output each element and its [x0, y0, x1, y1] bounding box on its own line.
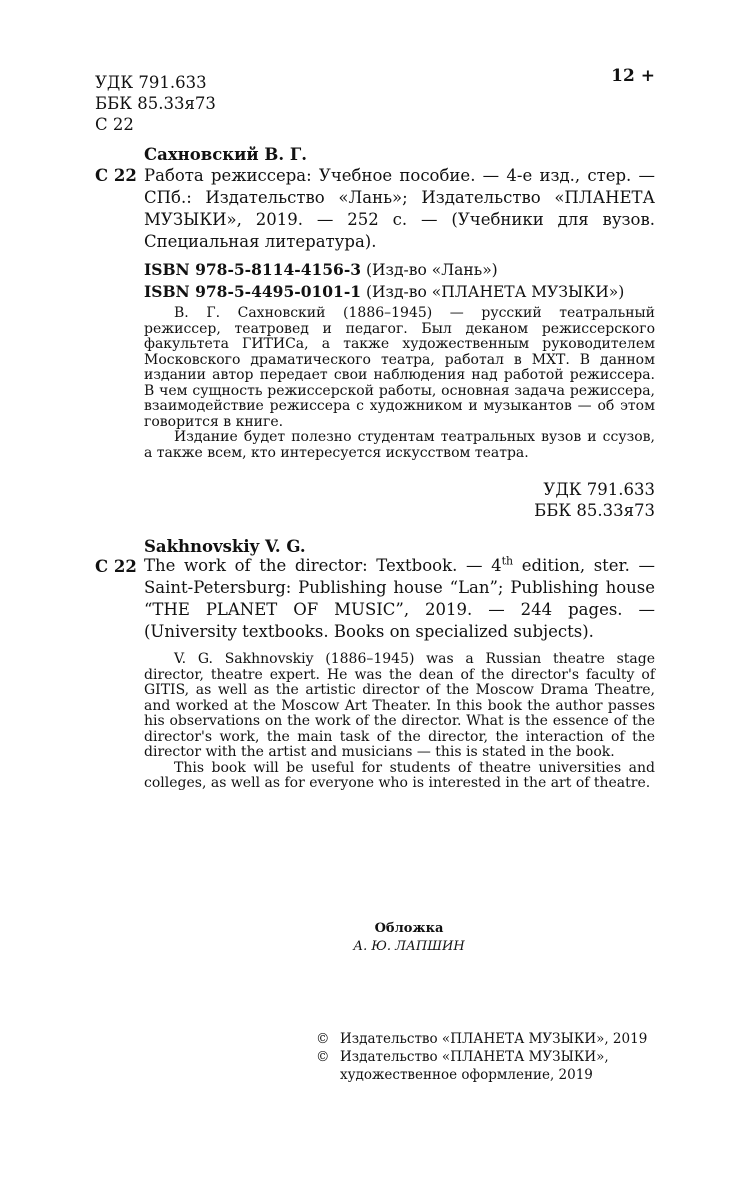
copyright-text-continued: художественное оформление, 2019: [340, 1067, 593, 1083]
abstract-paragraph: V. G. Sakhnovskiy (1886–1945) was a Russian theatre stage director, theatre expert. He was the dean of the director's faculty of GITIS, as well as the artistic director of the Moscow Drama Theatre, and worked at the Moscow Art Theater. In this book the author passes his observations on the work of the director. What is the essence of the director's work, the main task of the director, the interaction of the director with the artist and musicians — this is stated in the book.: [144, 651, 655, 760]
copyright-line: [316, 1048, 647, 1066]
bibliographic-entry-en: [144, 555, 655, 643]
entry-text: The work of the director: Textbook. — 4: [144, 556, 502, 575]
copyright-text: Издательство «ПЛАНЕТА МУЗЫКИ», 2019: [340, 1031, 648, 1047]
edition-superscript: th: [501, 554, 514, 568]
copyright-block: [316, 1030, 647, 1084]
author-name-en: Sakhnovskiy V. G.: [144, 537, 306, 556]
abstract-paragraph: This book will be useful for students of theatre universities and colleges, as well as for everyone who is interested in the art of theatre.: [144, 759, 655, 791]
copyright-icon: ©: [316, 1031, 330, 1047]
cover-credit: [344, 920, 474, 956]
isbn-number: ISBN 978-5-4495-0101-1: [144, 282, 362, 301]
copyright-icon: ©: [316, 1049, 330, 1065]
bibliographic-entry-ru: Работа режиссера: Учебное пособие. — 4-е изд., стер. — СПб.: Издательство «Лань»; Издательство «ПЛАНЕТА МУЗЫКИ», 2019. — 252 с. — (Учебники для вузов. Специальная литература).: [144, 166, 655, 251]
entry-text: edition, ster. — Saint-Petersburg: Publishing house “Lan”; Publishing house “THE PLANET OF MUSIC”, 2019. — 244 pages. — (University textbooks. Books on specialized subjects).: [144, 556, 655, 641]
author-mark-ru: С 22: [95, 166, 137, 185]
abstract-paragraph: Издание будет полезно студентам театральных вузов и ссузов, а также всем, кто интересуется искусством театра.: [144, 429, 655, 461]
abstract-en: [144, 652, 655, 792]
bbk-code: ББК 85.33я73: [534, 501, 655, 520]
abstract-paragraph: В. Г. Сахновский (1886–1945) — русский театральный режиссер, театровед и педагог. Был деканом режиссерского факультета ГИТИСа, а также художественным руководителем Московского драматического театра, работал в МХТ. В данном издании автор передает свои наблюдения над работой режиссера. В чем сущность режиссерской работы, основная задача режиссера, взаимодействие режиссера с художником и музыкантов — об этом говорится в книге.: [144, 305, 655, 430]
cover-artist: А. Ю. ЛАПШИН: [353, 939, 465, 954]
copyright-line: [316, 1030, 647, 1048]
cover-label: Обложка: [374, 921, 444, 936]
abstract-ru: [144, 306, 655, 461]
isbn-line: [144, 281, 624, 303]
classification-codes-right: [534, 479, 655, 521]
udk-code: УДК 791.633: [95, 73, 207, 92]
isbn-publisher: (Изд-во «Лань»): [365, 261, 498, 279]
copyright-text: Издательство «ПЛАНЕТА МУЗЫКИ»,: [340, 1049, 609, 1065]
age-rating: 12 +: [611, 66, 655, 86]
classification-codes: [95, 72, 216, 135]
author-mark-en: С 22: [95, 557, 137, 576]
isbn-number: ISBN 978-5-8114-4156-3: [144, 260, 362, 279]
isbn-list: [144, 259, 624, 303]
author-mark: С 22: [95, 115, 134, 134]
isbn-line: [144, 259, 624, 281]
bbk-code: ББК 85.33я73: [95, 94, 216, 113]
isbn-publisher: (Изд-во «ПЛАНЕТА МУЗЫКИ»): [365, 283, 625, 301]
udk-code: УДК 791.633: [543, 480, 655, 499]
author-name-ru: Сахновский В. Г.: [144, 145, 307, 164]
